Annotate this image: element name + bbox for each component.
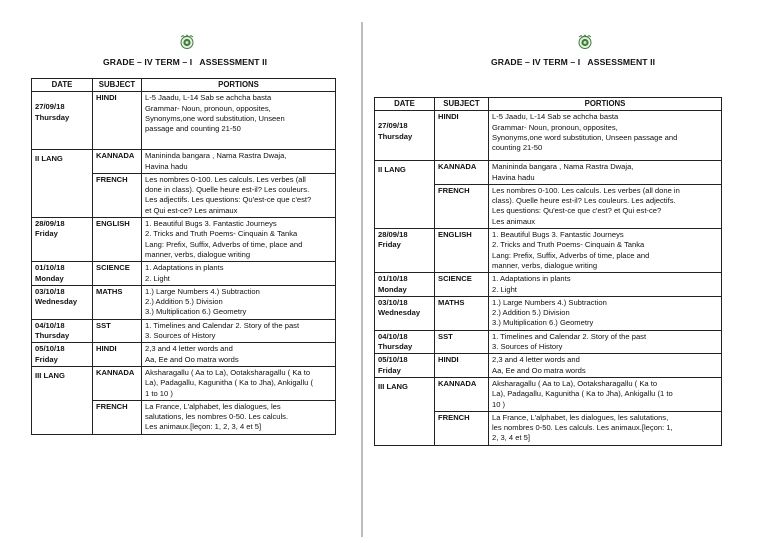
subject-cell: ENGLISH xyxy=(93,218,142,262)
portions-cell: L-5 Jaadu, L-14 Sab se achcha basta Grammar- Noun, pronoun, opposites, Synonyms,one word substitution, Unseen passage and counting 21-50 xyxy=(142,92,336,150)
table-row xyxy=(32,319,336,343)
portions-cell: 1. Timelines and Calendar 2. Story of the past 3. Sources of History xyxy=(142,319,336,343)
subject-cell: HINDI xyxy=(93,92,142,150)
subject-cell: HINDI xyxy=(435,111,489,161)
table-row xyxy=(375,354,722,378)
date-cell: 05/10/18 Friday xyxy=(32,343,93,367)
portions-cell: 1. Beautiful Bugs 3. Fantastic Journeys 2. Tricks and Truth Poems- Cinquain & Tanka Lang: Prefix, Suffix, Adverbs of time, place and manner, verbs, dialogue writing xyxy=(489,229,722,273)
table-row xyxy=(375,273,722,297)
portions-cell: La France, L'alphabet, les dialogues, les salutations, les nombres 0-50. Les calculs. Les animaux.[leçon: 1, 2, 3, 4 et 5] xyxy=(142,400,336,434)
schedule-table xyxy=(31,78,336,435)
portions-cell: Les nombres 0-100. Les calculs. Les verbes (all done in class). Quelle heure est-il? Les couleurs. Les adjectifs. Les questions: Qu'est-ce que c'est? et Qui est-ce? Les animaux xyxy=(142,173,336,217)
portions-cell: L-5 Jaadu, L-14 Sab se achcha basta Grammar- Noun, pronoun, opposites, Synonyms,one word substitution, Unseen passage and counting 21-50 xyxy=(489,111,722,161)
table-row xyxy=(32,285,336,319)
portions-cell: 1. Adaptations in plants 2. Light xyxy=(142,262,336,286)
table-row xyxy=(32,343,336,367)
language-cell: III LANG xyxy=(375,377,435,445)
subject-cell: SST xyxy=(93,319,142,343)
assessment-heading: GRADE – IV TERM – I ASSESSMENT II xyxy=(103,57,268,67)
subject-cell: SCIENCE xyxy=(93,262,142,286)
column-header-portions: PORTIONS xyxy=(142,79,336,92)
date-cell: 01/10/18 Monday xyxy=(375,273,435,297)
portions-cell: Aksharagallu ( Aa to La), Ootaksharagallu ( Ka to La), Padagallu, Kagunitha ( Ka to Jha), Ankigallu ( 1 to 10 ) xyxy=(142,366,336,400)
page-divider xyxy=(361,22,363,537)
table-row xyxy=(32,92,336,150)
portions-cell: 1.) Large Numbers 4.) Subtraction 2.) Addition 5.) Division 3.) Multiplication 6.) Geometry xyxy=(142,285,336,319)
table-row xyxy=(375,296,722,330)
school-logo-icon xyxy=(577,34,593,50)
table-row xyxy=(32,366,336,400)
subject-cell: FRENCH xyxy=(435,411,489,445)
subject-cell: SST xyxy=(435,330,489,354)
date-cell: 05/10/18 Friday xyxy=(375,354,435,378)
date-cell: 27/09/18 Thursday xyxy=(375,111,435,161)
date-cell: 03/10/18 Wednesday xyxy=(32,285,93,319)
table-row xyxy=(375,111,722,161)
date-cell: 04/10/18 Thursday xyxy=(375,330,435,354)
language-cell: II LANG xyxy=(375,161,435,229)
table-header-row xyxy=(32,79,336,92)
table-row xyxy=(375,377,722,411)
table-row xyxy=(375,161,722,185)
subject-cell: MATHS xyxy=(93,285,142,319)
portions-cell: 1. Timelines and Calendar 2. Story of the past 3. Sources of History xyxy=(489,330,722,354)
portions-cell: Les nombres 0-100. Les calculs. Les verbes (all done in class). Quelle heure est-il? Les couleurs. Les adjectifs. Les questions: Qu'est-ce que c'est? et Qui est-ce? Les animaux xyxy=(489,184,722,228)
schedule-table xyxy=(374,97,722,446)
portions-cell: 2,3 and 4 letter words and Aa, Ee and Oo matra words xyxy=(142,343,336,367)
school-logo-icon xyxy=(179,34,195,50)
assessment-heading: GRADE – IV TERM – I ASSESSMENT II xyxy=(491,57,656,67)
table-header-row xyxy=(375,98,722,111)
subject-cell: KANNADA xyxy=(435,377,489,411)
portions-cell: 2,3 and 4 letter words and Aa, Ee and Oo matra words xyxy=(489,354,722,378)
language-cell: III LANG xyxy=(32,366,93,434)
column-header-portions: PORTIONS xyxy=(489,98,722,111)
portions-cell: 1. Beautiful Bugs 3. Fantastic Journeys 2. Tricks and Truth Poems- Cinquain & Tanka Lang: Prefix, Suffix, Adverbs of time, place and manner, verbs, dialogue writing xyxy=(142,218,336,262)
date-cell: 01/10/18 Monday xyxy=(32,262,93,286)
portions-cell: Manininda bangara , Nama Rastra Dwaja, Havina hadu xyxy=(489,161,722,185)
subject-cell: FRENCH xyxy=(93,173,142,217)
subject-cell: KANNADA xyxy=(93,150,142,174)
column-header-date: DATE xyxy=(32,79,93,92)
subject-cell: KANNADA xyxy=(93,366,142,400)
column-header-date: DATE xyxy=(375,98,435,111)
portions-cell: La France, L'alphabet, les dialogues, les salutations, les nombres 0-50. Les calculs. Les animaux.[leçon: 1, 2, 3, 4 et 5] xyxy=(489,411,722,445)
date-cell: 04/10/18 Thursday xyxy=(32,319,93,343)
table-row xyxy=(32,262,336,286)
date-cell: 28/09/18 Friday xyxy=(32,218,93,262)
subject-cell: SCIENCE xyxy=(435,273,489,297)
language-cell: II LANG xyxy=(32,150,93,218)
subject-cell: HINDI xyxy=(93,343,142,367)
column-header-subject: SUBJECT xyxy=(93,79,142,92)
subject-cell: FRENCH xyxy=(93,400,142,434)
table-row xyxy=(32,150,336,174)
table-row xyxy=(375,330,722,354)
date-cell: 27/09/18 Thursday xyxy=(32,92,93,150)
date-cell: 28/09/18 Friday xyxy=(375,229,435,273)
subject-cell: FRENCH xyxy=(435,184,489,228)
table-row xyxy=(375,229,722,273)
date-cell: 03/10/18 Wednesday xyxy=(375,296,435,330)
portions-cell: Manininda bangara , Nama Rastra Dwaja, Havina hadu xyxy=(142,150,336,174)
portions-cell: 1.) Large Numbers 4.) Subtraction 2.) Addition 5.) Division 3.) Multiplication 6.) Geometry xyxy=(489,296,722,330)
subject-cell: MATHS xyxy=(435,296,489,330)
subject-cell: HINDI xyxy=(435,354,489,378)
portions-cell: Aksharagallu ( Aa to La), Ootaksharagallu ( Ka to La), Padagallu, Kagunitha ( Ka to Jha), Ankigallu (1 to 10 ) xyxy=(489,377,722,411)
column-header-subject: SUBJECT xyxy=(435,98,489,111)
portions-cell: 1. Adaptations in plants 2. Light xyxy=(489,273,722,297)
table-row xyxy=(32,218,336,262)
subject-cell: KANNADA xyxy=(435,161,489,185)
subject-cell: ENGLISH xyxy=(435,229,489,273)
